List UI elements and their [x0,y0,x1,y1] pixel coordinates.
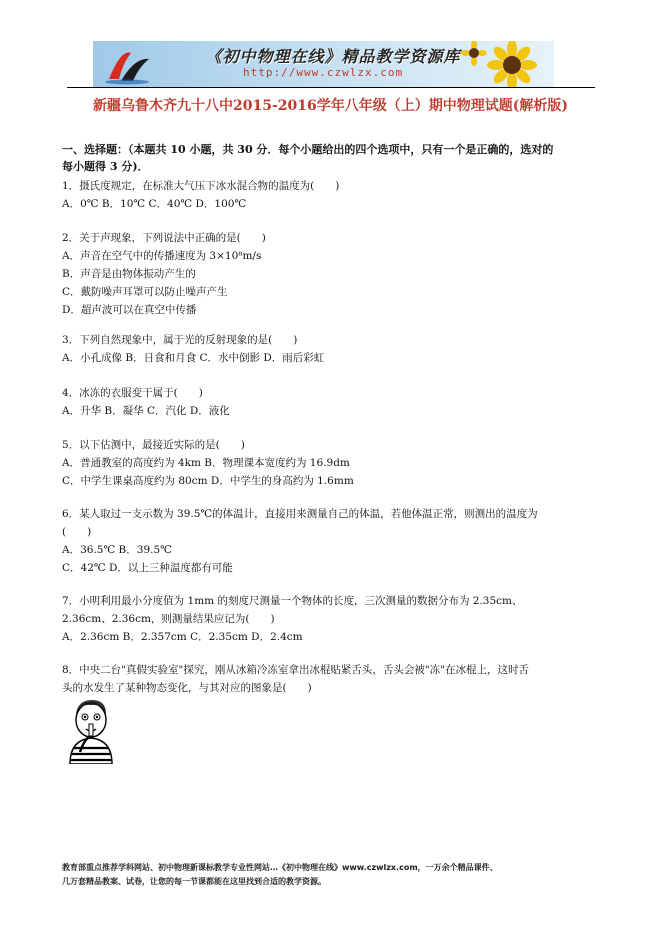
question-stem: 5．以下估测中，最接近实际的是( ) [62,439,245,451]
question-stem: 2．关于声现象，下列说法中正确的是( ) [62,232,266,244]
question-options: A．小孔成像 B．日食和月食 C．水中倒影 D．雨后彩虹 [62,352,325,364]
question-3 [62,331,592,367]
question-options: A．2.36cm B．2.357cm C．2.35cm D．2.4cm [62,631,303,643]
question-options: C．中学生课桌高度约为 80cm D．中学生的身高约为 1.6mm [62,475,354,487]
question-1 [62,177,592,213]
question-options: A．升华 B．凝华 C．汽化 D．液化 [62,405,230,417]
page-footer [62,861,622,889]
question-stem: 3．下列自然现象中，属于光的反射现象的是( ) [62,334,298,346]
question-stem: 4．冰冻的衣服变干属于( ) [62,387,203,399]
question-stem: 1．摄氏度规定，在标准大气压下冰水混合物的温度为( ) [62,180,340,192]
question-option: C．戴防噪声耳罩可以防止噪声产生 [62,286,228,298]
question-option: B．声音是由物体振动产生的 [62,268,196,280]
sunflower-icon [460,41,550,87]
footer-line: 教育部重点推荐学科网站、初中物理新课标教学专业性网站…《初中物理在线》www.czwlzx.com，一万余个精品课件、 [62,863,498,872]
question-stem: ( ) [62,526,92,538]
boy-licking-popsicle-illustration [62,696,120,764]
banner-title: 《初中物理在线》精品教学资源库 [205,47,461,66]
question-options: A．普通教室的高度约为 4km B．物理课本宽度约为 16.9dm [62,457,350,469]
document-title: 新疆乌鲁木齐九十八中2015-2016学年八年级（上）期中物理试题(解析版) [93,98,568,114]
question-6 [62,505,592,577]
question-7 [62,592,592,646]
question-options: A．36.5℃ B．39.5℃ [62,544,172,556]
banner-url: http://www.czwlzx.com [243,66,404,79]
header-banner [93,41,554,87]
question-option: D．超声波可以在真空中传播 [62,304,197,316]
question-stem: 2.36cm、2.36cm，则测量结果应记为( ) [62,613,275,625]
question-4 [62,384,592,420]
question-option: A．声音在空气中的传播速度为 3×10⁸m/s [62,250,262,262]
question-options: C．42℃ D．以上三种温度都有可能 [62,562,233,574]
header-divider [67,87,595,88]
question-2 [62,229,592,319]
question-stem: 头的水发生了某种物态变化，与其对应的图象是( ) [62,682,312,694]
footer-line: 几万套精品教案、试卷，让您的每一节课都能在这里找到合适的教学资源。 [62,877,326,886]
section-heading [62,141,592,175]
section-heading-line: 一、选择题：（本题共 10 小题，共 30 分．每个小题给出的四个选项中，只有一个是正确的，选对的 [62,143,554,156]
question-stem: 6．某人取过一支示数为 39.5℃的体温计，直接用来测量自己的体温，若他体温正常，则测出的温度为 [62,508,538,520]
question-8 [62,661,592,697]
question-stem: 7．小明利用最小分度值为 1mm 的刻度尺测量一个物体的长度，三次测量的数据分布为 2.35cm、 [62,595,523,607]
site-logo-icon [101,45,155,85]
question-5 [62,436,592,490]
question-stem: 8．中央二台"真假实验室"探究，刚从冰箱冷冻室拿出冰棍贴紧舌头，舌头会被"冻"在冰棍上，这时舌 [62,664,529,676]
question-options: A．0℃ B．10℃ C．40℃ D．100℃ [62,198,247,210]
section-heading-line: 每小题得 3 分)． [62,160,149,173]
